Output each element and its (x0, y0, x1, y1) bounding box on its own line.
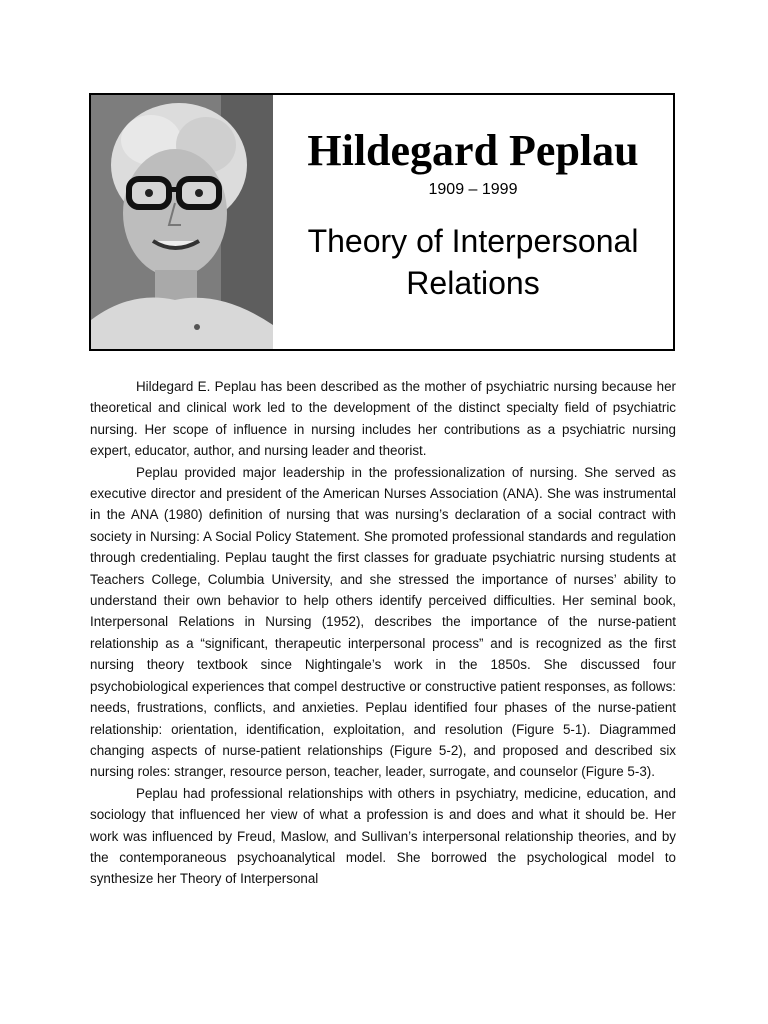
portrait-illustration (91, 95, 273, 349)
theory-title: Theory of Interpersonal Relations (307, 223, 639, 301)
body-text (90, 376, 676, 890)
title-area (273, 95, 673, 349)
header-box (89, 93, 675, 351)
page-title: Hildegard Peplau (307, 126, 639, 175)
paragraph-2: Peplau provided major leadership in the professionalization of nursing. She served as executive director and president of the American Nurses Association (ANA). She was instrumental in the ANA (1980) definition of nursing that was nursing’s declaration of a social contract with society in Nursing: A Social Policy Statement. She promoted professional standards and regulation through credentialing. Peplau taught the first classes for graduate psychiatric nursing students at Teachers College, Columbia University, and she stressed the importance of nurses’ ability to understand their own behavior to help others identify perceived difficulties. Her seminal book, Interpersonal Relations in Nursing (1952), describes the importance of the nurse-patient relationship as a “significant, therapeutic interpersonal process” and is recognized as the first nursing theory textbook since Nightingale’s work in the 1850s. She discussed four psychobiological experiences that compel destructive or constructive patient responses, as follows: needs, frustrations, conflicts, and anxieties. Peplau identified four phases of the nurse-patient relationship: orientation, identification, exploitation, and resolution (Figure 5-1). Diagrammed changing aspects of nurse-patient relationships (Figure 5-2), and proposed and described six nursing roles: stranger, resource person, teacher, leader, surrogate, and counselor (Figure 5-3). (90, 464, 676, 780)
paragraph-1: Hildegard E. Peplau has been described as the mother of psychiatric nursing because her theoretical and clinical work led to the development of the distinct specialty field of psychiatric nursing. Her scope of influence in nursing includes her contributions as a psychiatric nursing expert, educator, author, and nursing leader and theorist. (90, 379, 676, 459)
portrait-photo-icon (91, 95, 273, 349)
life-years: 1909 – 1999 (428, 181, 518, 198)
paragraph-3: Peplau had professional relationships with others in psychiatry, medicine, education, and sociology that influenced her view of what a profession is and does and what it should be. Her work was influenced by Freud, Maslow, and Sullivan’s interpersonal relationship theories, and by the contemporaneous psychoanalytical model. She borrowed the psychological model to synthesize her Theory of Interpersonal (90, 785, 676, 887)
